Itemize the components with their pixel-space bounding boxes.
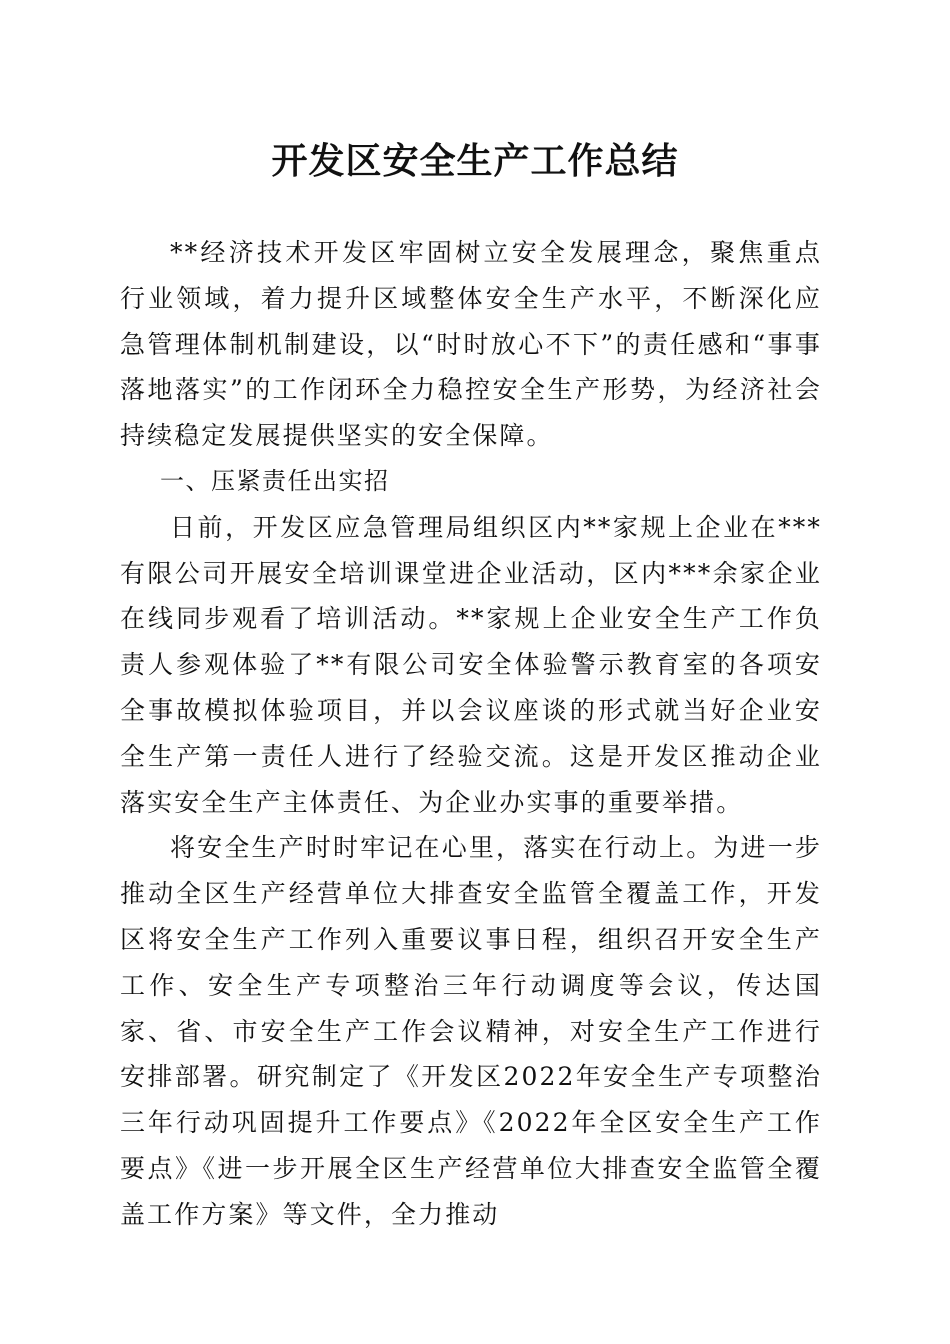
body-paragraph: 将安全生产时时牢记在心里，落实在行动上。为进一步推动全区生产经营单位大排查安全监管全覆盖工作，开发区将安全生产工作列入重要议事日程，组织召开安全生产工作、安全生产专项整治三年行动调度等会议，传达国家、省、市安全生产工作会议精神，对安全生产工作进行安排部署。研究制定了《开发区2022年安全生产专项整治三年行动巩固提升工作要点》《2022年全区安全生产工作要点》《进一步开展全区生产经营单位大排查安全监管全覆盖工作方案》等文件，全力推动 [120, 833, 822, 1229]
section-heading: 一、压紧责任出实招 [160, 466, 390, 495]
intro-paragraph: **经济技术开发区牢固树立安全发展理念，聚焦重点行业领域，着力提升区域整体安全生产水平，不断深化应急管理体制机制建设，以“时时放心不下”的责任感和“事事落地落实”的工作闭环全力稳控安全生产形势，为经济社会持续稳定发展提供坚实的安全保障。 [120, 238, 822, 451]
body-paragraph: 日前，开发区应急管理局组织区内**家规上企业在***有限公司开展安全培训课堂进企业活动，区内***余家企业在线同步观看了培训活动。**家规上企业安全生产工作负责人参观体验了**有限公司安全体验警示教育室的各项安全事故模拟体验项目，并以会议座谈的形式就当好企业安全生产第一责任人进行了经验交流。这是开发区推动企业落实安全生产主体责任、为企业办实事的重要举措。 [120, 512, 822, 817]
document-title: 开发区安全生产工作总结 [271, 140, 679, 182]
document-body [120, 230, 822, 1238]
